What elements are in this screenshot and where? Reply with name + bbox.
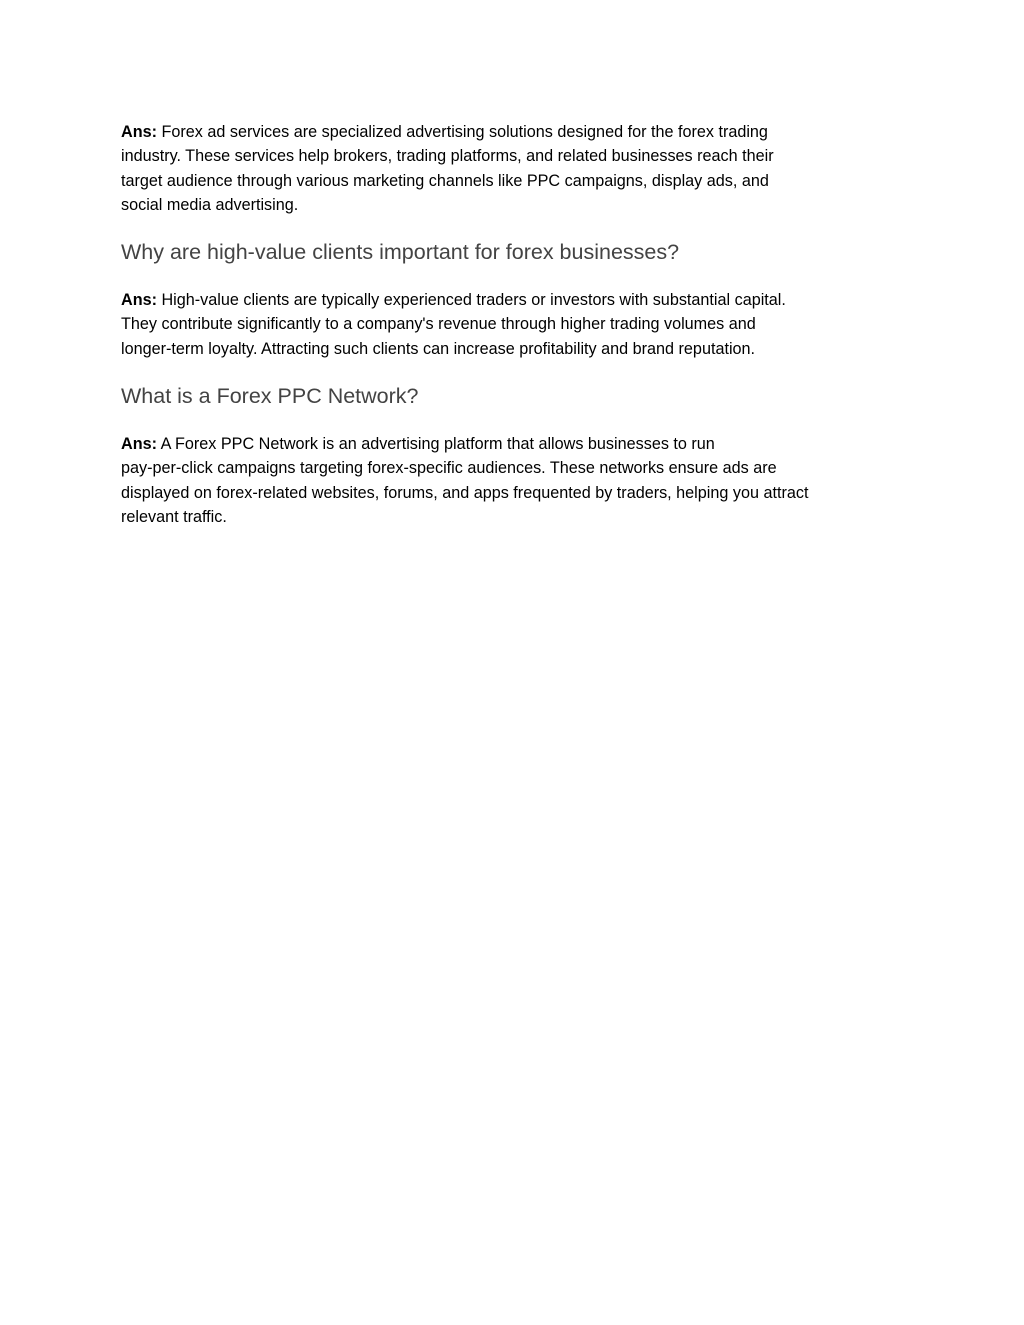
question-heading: What is a Forex PPC Network? <box>121 384 419 408</box>
answer-line: longer-term loyalty. Attracting such clients can increase profitability and brand reputation. <box>121 339 756 358</box>
answer-line <box>121 432 808 456</box>
answer-paragraph <box>121 288 786 361</box>
answer-line: They contribute significantly to a company's revenue through higher trading volumes and <box>121 315 756 334</box>
answer-paragraph <box>121 120 774 218</box>
answer-paragraph <box>121 432 808 530</box>
answer-text: Forex ad services are specialized advertising solutions designed for the forex trading <box>156 123 768 141</box>
answer-label: Ans: <box>121 435 157 453</box>
answer-line <box>121 120 774 144</box>
answer-text: A Forex PPC Network is an advertising platform that allows businesses to run <box>156 435 715 453</box>
answer-line: displayed on forex-related websites, forums, and apps frequented by traders, helping you attract <box>121 483 809 502</box>
question-heading: Why are high-value clients important for forex businesses? <box>121 240 680 264</box>
answer-line <box>121 288 786 312</box>
answer-line: industry. These services help brokers, trading platforms, and related businesses reach their <box>121 147 774 166</box>
answer-label: Ans: <box>121 123 157 141</box>
answer-text: High-value clients are typically experienced traders or investors with substantial capital. <box>156 291 786 309</box>
answer-line: social media advertising. <box>121 196 299 215</box>
answer-line: target audience through various marketing channels like PPC campaigns, display ads, and <box>121 171 769 190</box>
answer-line: pay-per-click campaigns targeting forex-specific audiences. These networks ensure ads are <box>121 459 777 478</box>
answer-line: relevant traffic. <box>121 508 227 527</box>
answer-label: Ans: <box>121 291 157 309</box>
